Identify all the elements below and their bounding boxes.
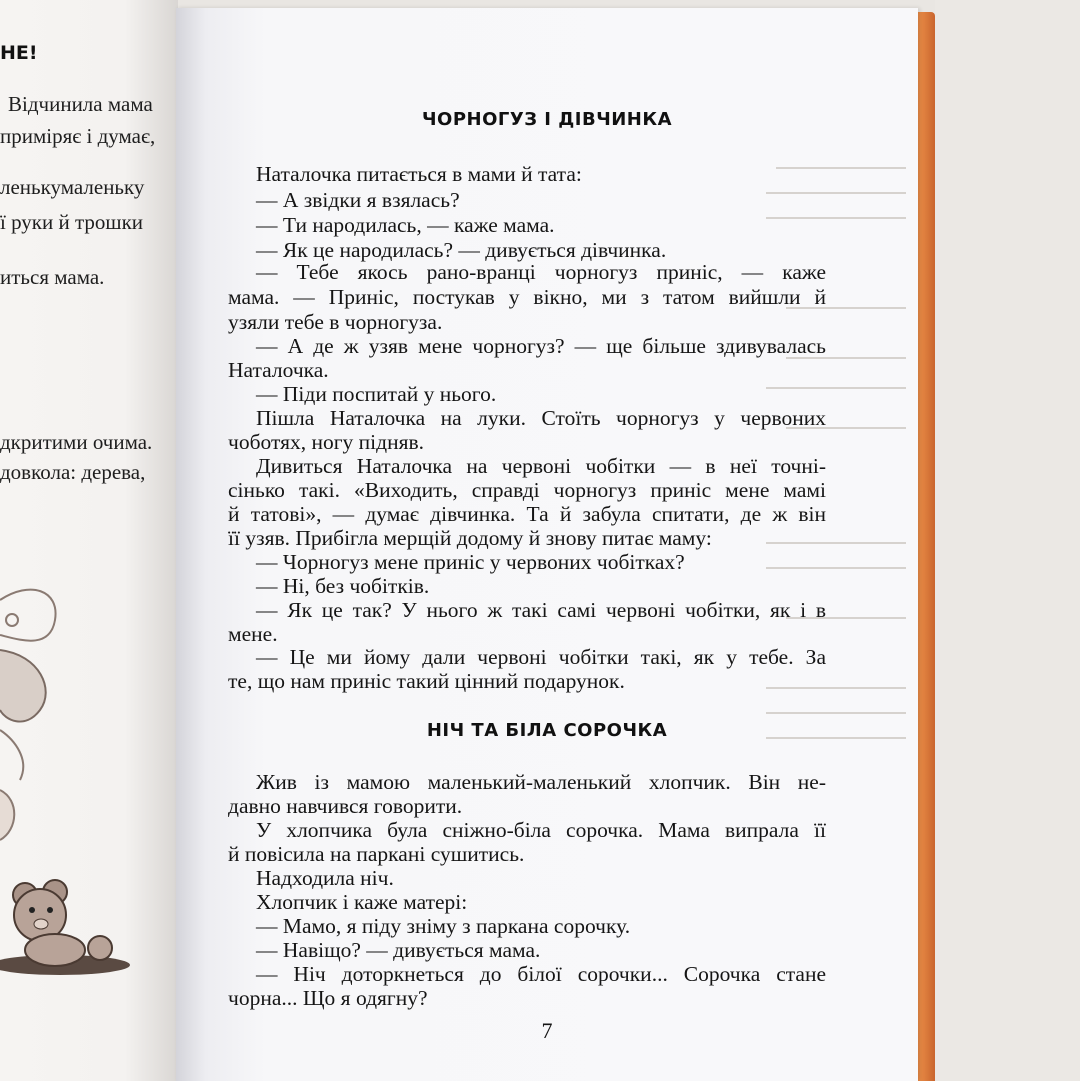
text-line: Жив із мамою маленький-маленький хлопчик. Він не- bbox=[256, 770, 826, 794]
text-line: те, що нам приніс такий цінний подарунок. bbox=[228, 669, 625, 693]
table-background bbox=[935, 0, 1080, 1081]
left-line: ї руки й трошки bbox=[0, 210, 144, 234]
text-line: й повісила на паркані сушитись. bbox=[228, 842, 525, 866]
text-line: узяли тебе в чорногуза. bbox=[228, 310, 443, 334]
text-line: сінько такі. «Виходить, справді чорногуз приніс мене мамі bbox=[228, 478, 826, 502]
text-line: — Ти народилась, — каже мама. bbox=[256, 213, 555, 237]
text-line: Пішла Наталочка на луки. Стоїть чорногуз у червоних bbox=[256, 406, 826, 430]
page-number: 7 bbox=[541, 1018, 553, 1043]
left-line: иться мама. bbox=[0, 265, 105, 289]
left-page-heading: НЕ! bbox=[0, 42, 38, 64]
text-line: — Як це так? У нього ж такі самі червоні чобітки, як і в bbox=[256, 598, 826, 622]
text-line: чорна... Що я одягну? bbox=[228, 986, 428, 1010]
text-line: Наталочка питається в мами й тата: bbox=[256, 162, 582, 186]
text-line: її узяв. Прибігла мерщій додому й знову питає маму: bbox=[228, 526, 712, 550]
text-line: Надходила ніч. bbox=[256, 866, 394, 890]
text-line: — А де ж узяв мене чорногуз? — ще більше здивувалась bbox=[256, 334, 826, 358]
text-line: — Навіщо? — дивується мама. bbox=[256, 938, 541, 962]
left-line: Відчинила мама bbox=[8, 92, 153, 116]
text-line: — А звідки я взялась? bbox=[256, 188, 460, 212]
left-page bbox=[0, 0, 178, 1081]
text-line: — Як це народилась? — дивується дівчинка. bbox=[256, 238, 667, 262]
story-title: НІЧ ТА БІЛА СОРОЧКА bbox=[426, 720, 668, 741]
text-line: — Це ми йому дали червоні чобітки такі, як у тебе. За bbox=[256, 645, 826, 669]
story-title: ЧОРНОГУЗ І ДІВЧИНКА bbox=[421, 109, 673, 130]
text-line: У хлопчика була сніжно-біла сорочка. Мама випрала її bbox=[256, 818, 826, 842]
angel-illustration bbox=[0, 560, 80, 860]
text-line: давно навчився говорити. bbox=[228, 794, 463, 818]
text-line: — Чорногуз мене приніс у червоних чобітках? bbox=[256, 550, 685, 574]
left-line: довкола: дерева, bbox=[0, 460, 146, 484]
left-line: дкритими очима. bbox=[0, 430, 153, 454]
text-line: — Ні, без чобітків. bbox=[256, 574, 430, 598]
text-line: — Ніч доторкнеться до білої сорочки... Сорочка стане bbox=[256, 962, 826, 986]
text-line: Дивиться Наталочка на червоні чобітки — в неї точні- bbox=[256, 454, 826, 478]
text-line: — Мамо, я піду зніму з паркана сорочку. bbox=[256, 914, 631, 938]
text-line: — Тебе якось рано-вранці чорногуз приніс, — каже bbox=[256, 260, 826, 284]
text-line: чоботях, ногу підняв. bbox=[228, 430, 425, 454]
text-line: мене. bbox=[228, 622, 278, 646]
text-line: Хлопчик і каже матері: bbox=[256, 890, 468, 914]
teddy-bear-illustration bbox=[0, 870, 130, 980]
book-page bbox=[176, 8, 918, 1081]
text-line: — Піди поспитай у нього. bbox=[256, 382, 497, 406]
left-line: ленькумаленьку bbox=[0, 175, 145, 199]
text-line: мама. — Приніс, постукав у вікно, ми з татом вийшли й bbox=[228, 285, 826, 309]
text-line: й татові», — думає дівчинка. Та й забула спитати, де ж він bbox=[228, 502, 826, 526]
text-line: Наталочка. bbox=[228, 358, 329, 382]
left-line: приміряє і думає, bbox=[0, 124, 156, 148]
